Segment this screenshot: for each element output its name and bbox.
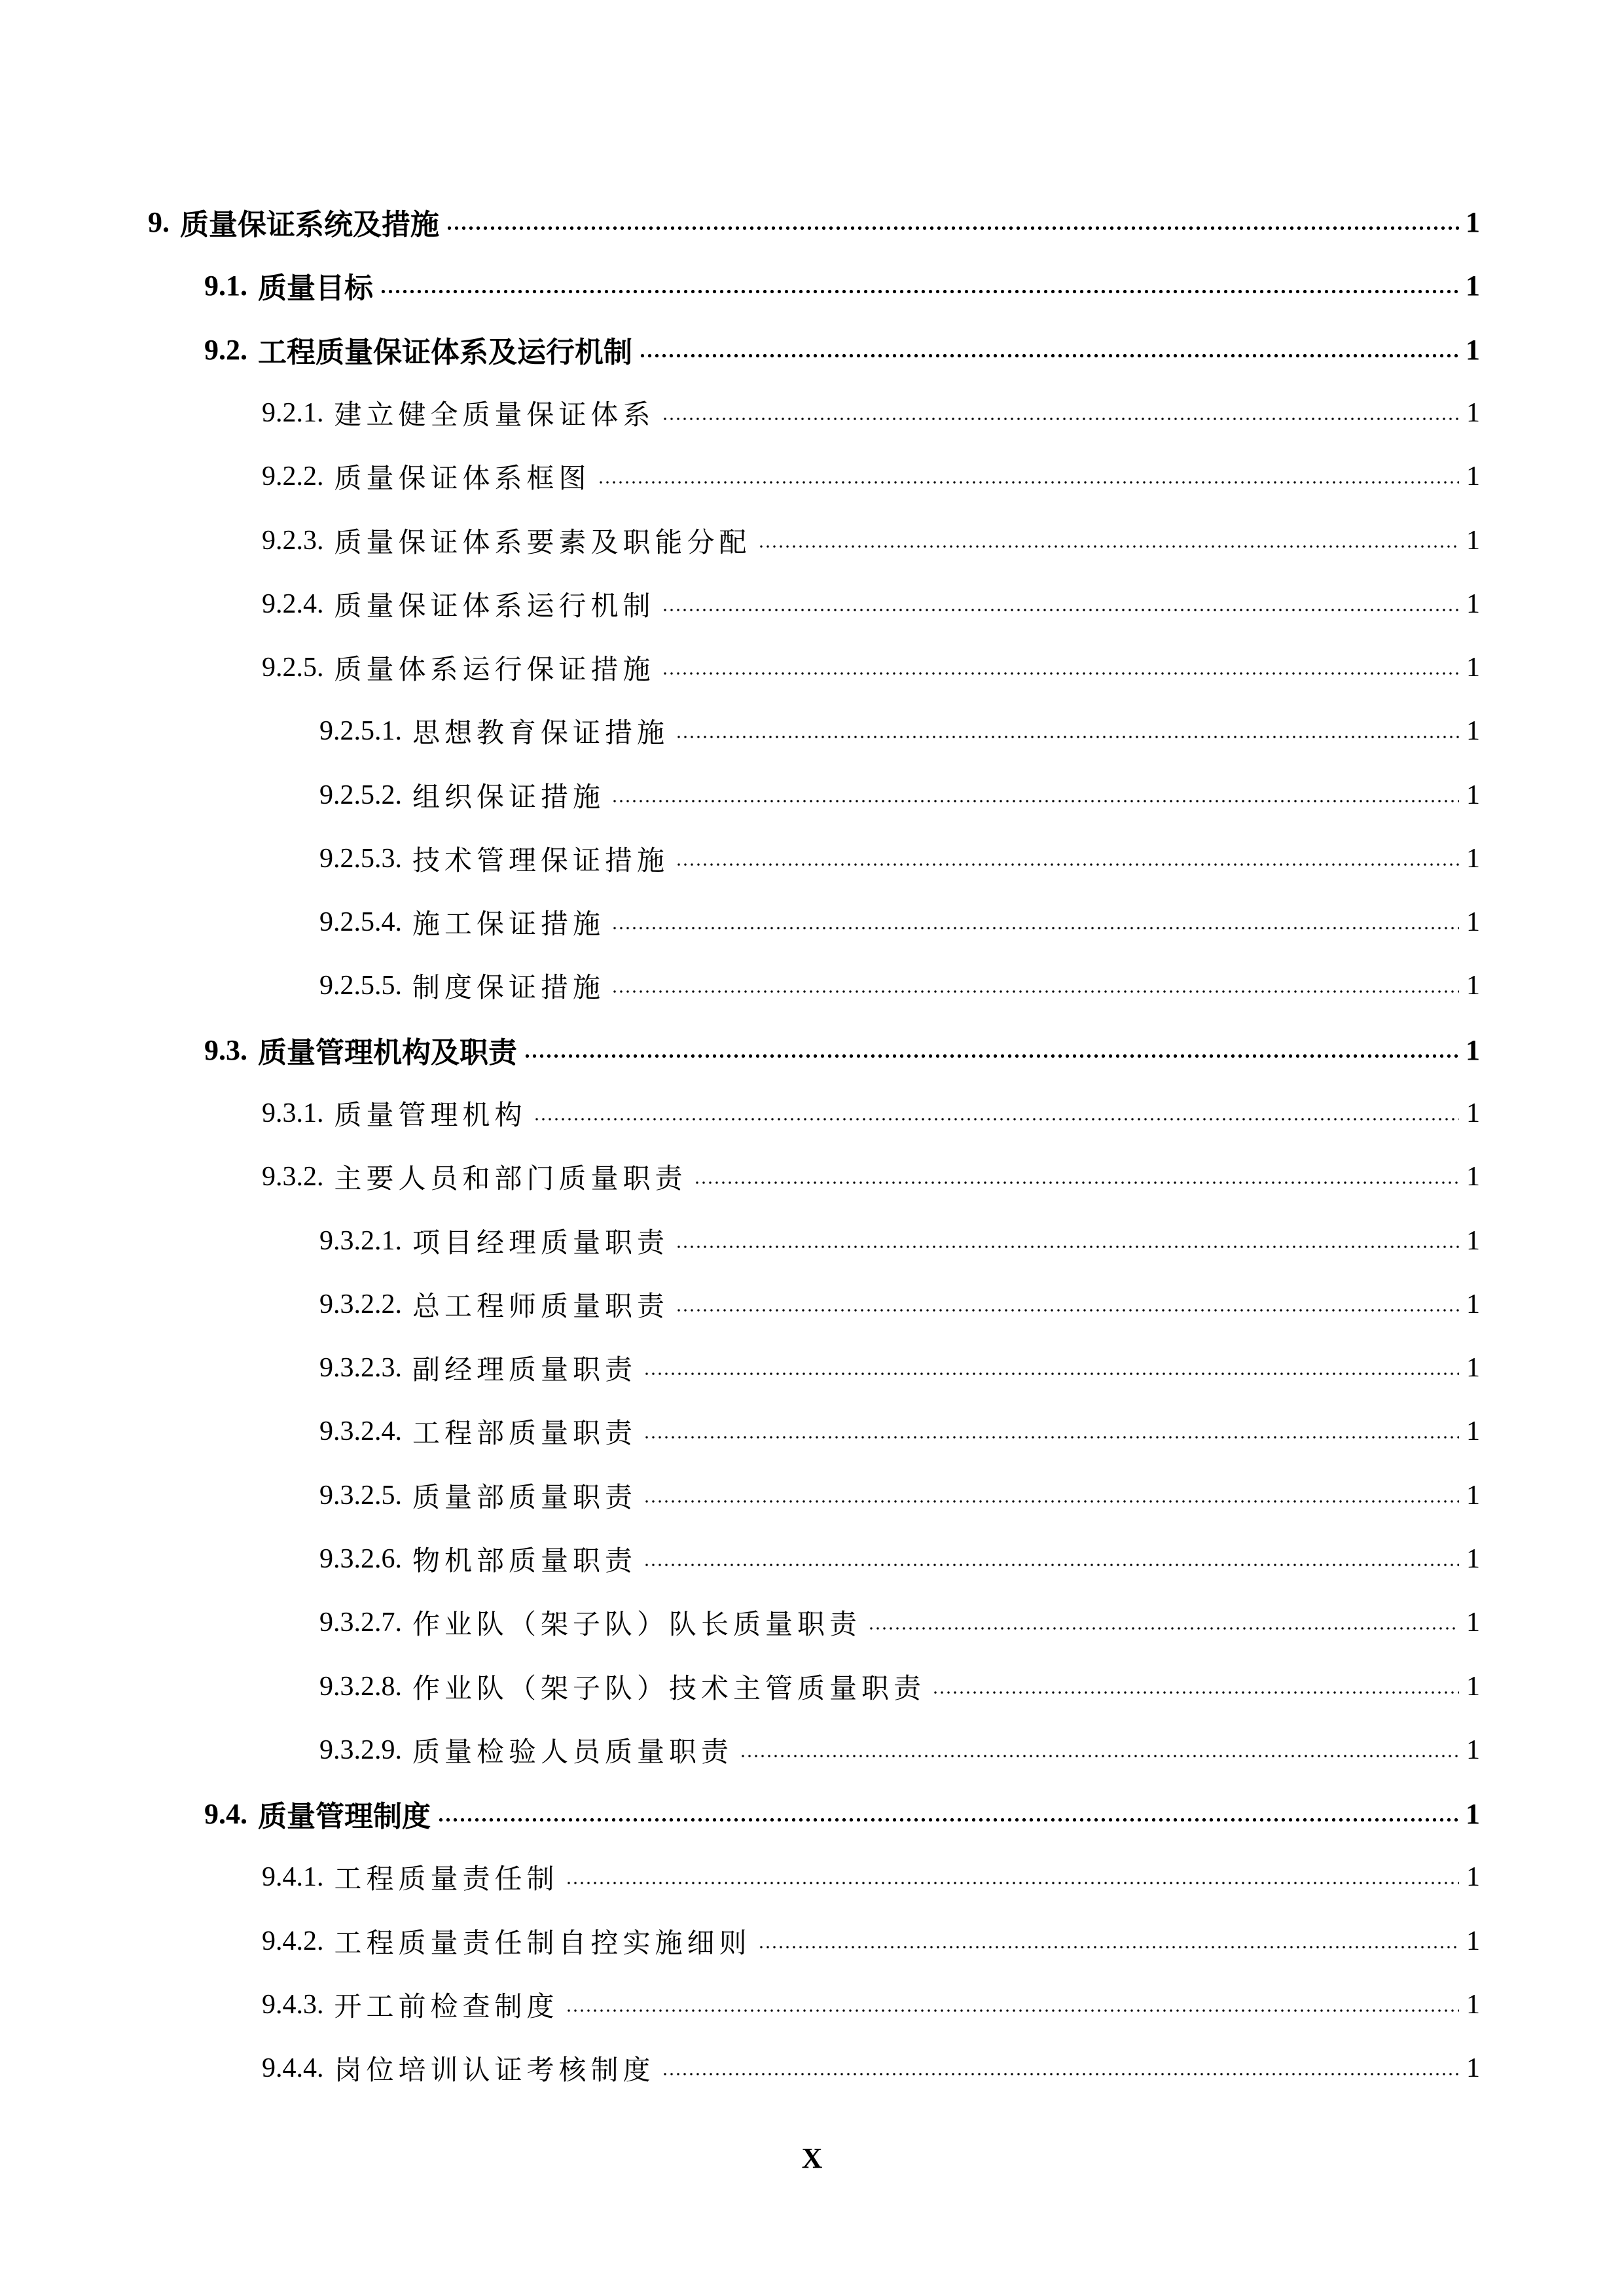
dot-leader bbox=[868, 1626, 1459, 1630]
toc-entry-title: 作业队（架子队）技术主管质量职责 bbox=[412, 1674, 926, 1704]
toc-entry-page: 1 bbox=[1466, 1098, 1480, 1128]
dot-leader bbox=[643, 1563, 1459, 1567]
toc-entry-title: 工程质量责任制自控实施细则 bbox=[334, 1929, 751, 1959]
toc-entry[interactable] bbox=[319, 1342, 1480, 1394]
toc-entry-number: 9.3.1. bbox=[262, 1098, 324, 1128]
toc-entry-number: 9.2.5.1. bbox=[319, 716, 402, 746]
toc-entry[interactable] bbox=[319, 1278, 1480, 1331]
toc-entry-number: 9.3.2.2. bbox=[319, 1289, 402, 1319]
toc-entry[interactable] bbox=[148, 196, 1480, 248]
toc-entry-number: 9.2.3. bbox=[262, 526, 324, 556]
toc-entry-page: 1 bbox=[1466, 1990, 1480, 2020]
page-number: X bbox=[801, 2142, 823, 2174]
toc-entry-title: 项目经理质量职责 bbox=[412, 1229, 670, 1259]
toc-entry-title: 工程质量责任制 bbox=[334, 1865, 559, 1895]
dot-leader bbox=[643, 1372, 1459, 1376]
dot-leader bbox=[611, 799, 1459, 803]
toc-entry[interactable] bbox=[319, 1533, 1480, 1585]
toc-entry-page: 1 bbox=[1466, 589, 1480, 619]
toc-entry[interactable] bbox=[319, 1215, 1480, 1267]
toc-entry-page: 1 bbox=[1466, 1289, 1480, 1319]
toc-entry[interactable] bbox=[262, 450, 1480, 503]
dot-leader bbox=[676, 735, 1459, 739]
toc-entry-title: 物机部质量职责 bbox=[412, 1547, 638, 1577]
dot-leader bbox=[643, 1435, 1459, 1439]
dot-leader bbox=[598, 480, 1459, 484]
toc-entry-number: 9.3.2.1. bbox=[319, 1226, 402, 1256]
toc-entry[interactable] bbox=[204, 259, 1480, 312]
toc-entry[interactable] bbox=[262, 514, 1480, 567]
toc-entry[interactable] bbox=[319, 833, 1480, 885]
dot-leader bbox=[740, 1754, 1459, 1758]
toc-entry-number: 9. bbox=[148, 206, 170, 238]
dot-leader bbox=[446, 226, 1459, 230]
toc-entry-number: 9.2.4. bbox=[262, 589, 324, 619]
dot-leader bbox=[639, 353, 1459, 358]
toc-entry-page: 1 bbox=[1466, 1480, 1480, 1511]
toc-entry-page: 1 bbox=[1466, 398, 1480, 428]
toc-entry-number: 9.3. bbox=[204, 1033, 247, 1066]
toc-entry[interactable] bbox=[319, 960, 1480, 1012]
toc-entry-title: 主要人员和部门质量职责 bbox=[334, 1164, 687, 1194]
toc-entry-page: 1 bbox=[1466, 2053, 1480, 2083]
toc-entry[interactable] bbox=[262, 1851, 1480, 1903]
toc-entry-title: 质量保证系统及措施 bbox=[180, 209, 439, 241]
toc-entry-title: 质量保证体系框图 bbox=[334, 464, 591, 494]
toc-entry-title: 质量保证体系运行机制 bbox=[334, 592, 655, 622]
toc-entry-number: 9.4.3. bbox=[262, 1990, 324, 2020]
toc-entry-title: 质量目标 bbox=[258, 272, 373, 304]
dot-leader bbox=[662, 2072, 1459, 2076]
toc-entry-title: 工程部质量职责 bbox=[412, 1419, 638, 1449]
toc-entry-title: 思想教育保证措施 bbox=[412, 719, 670, 749]
toc-entry-number: 9.3.2. bbox=[262, 1162, 324, 1192]
dot-leader bbox=[758, 1945, 1459, 1949]
toc-entry-title: 质量部质量职责 bbox=[412, 1483, 638, 1513]
toc-entry[interactable] bbox=[204, 323, 1480, 376]
toc-entry-number: 9.2.5.3. bbox=[319, 844, 402, 874]
toc-entry-page: 1 bbox=[1466, 1162, 1480, 1192]
toc-entry-number: 9.2.5.2. bbox=[319, 780, 402, 810]
toc-entry-page: 1 bbox=[1466, 526, 1480, 556]
toc-entry-title: 质量管理制度 bbox=[258, 1801, 431, 1833]
toc-entry-number: 9.2.2. bbox=[262, 461, 324, 492]
toc-entry-title: 总工程师质量职责 bbox=[412, 1292, 670, 1322]
toc-entry[interactable] bbox=[204, 1787, 1480, 1840]
dot-leader bbox=[611, 990, 1459, 994]
toc-entry-number: 9.3.2.3. bbox=[319, 1353, 402, 1383]
toc-entry-page: 1 bbox=[1466, 206, 1480, 238]
toc-entry[interactable] bbox=[262, 1087, 1480, 1139]
toc-entry-title: 质量管理机构及职责 bbox=[258, 1037, 517, 1069]
toc-entry-page: 1 bbox=[1466, 333, 1480, 366]
dot-leader bbox=[662, 417, 1459, 421]
dot-leader bbox=[694, 1181, 1459, 1185]
toc-entry-title: 岗位培训认证考核制度 bbox=[334, 2056, 655, 2086]
toc-entry-title: 质量检验人员质量职责 bbox=[412, 1738, 734, 1768]
toc-entry-title: 副经理质量职责 bbox=[412, 1355, 638, 1386]
toc-entry-number: 9.2.5.4. bbox=[319, 907, 402, 937]
toc-entry-number: 9.4.1. bbox=[262, 1862, 324, 1892]
toc-entry-title: 工程质量保证体系及运行机制 bbox=[258, 336, 632, 368]
toc-entry[interactable] bbox=[262, 387, 1480, 439]
toc-entry[interactable] bbox=[204, 1024, 1480, 1076]
toc-entry[interactable] bbox=[262, 641, 1480, 694]
toc-entry-page: 1 bbox=[1466, 1797, 1480, 1830]
dot-leader bbox=[662, 672, 1459, 675]
toc-entry[interactable] bbox=[319, 705, 1480, 757]
dot-leader bbox=[566, 1881, 1459, 1885]
toc-entry-number: 9.4.4. bbox=[262, 2053, 324, 2083]
dot-leader bbox=[566, 2009, 1459, 2013]
toc-entry-page: 1 bbox=[1466, 1544, 1480, 1574]
toc-entry-number: 9.2.5.5. bbox=[319, 971, 402, 1001]
toc-entry-page: 1 bbox=[1466, 1033, 1480, 1066]
toc-entry[interactable] bbox=[319, 769, 1480, 821]
toc-entry[interactable] bbox=[262, 1915, 1480, 1967]
toc-entry-title: 质量管理机构 bbox=[334, 1101, 527, 1131]
toc-entry[interactable] bbox=[262, 1979, 1480, 2031]
dot-leader bbox=[643, 1499, 1459, 1503]
dot-leader bbox=[380, 289, 1459, 294]
toc-entry-page: 1 bbox=[1466, 1607, 1480, 1638]
dot-leader bbox=[758, 545, 1459, 548]
toc-entry-title: 建立健全质量保证体系 bbox=[334, 401, 655, 431]
toc-entry[interactable] bbox=[319, 1724, 1480, 1776]
dot-leader bbox=[533, 1117, 1459, 1121]
toc-entry-title: 质量体系运行保证措施 bbox=[334, 655, 655, 685]
toc-entry-number: 9.1. bbox=[204, 269, 247, 302]
toc-entry-number: 9.3.2.8. bbox=[319, 1672, 402, 1702]
toc-entry[interactable] bbox=[319, 1660, 1480, 1713]
toc-entry-page: 1 bbox=[1466, 269, 1480, 302]
toc-entry[interactable] bbox=[262, 2042, 1480, 2094]
toc-entry-title: 作业队（架子队）队长质量职责 bbox=[412, 1610, 862, 1640]
toc-entry-number: 9.3.2.6. bbox=[319, 1544, 402, 1574]
toc-entry-title: 质量保证体系要素及职能分配 bbox=[334, 528, 751, 558]
toc-entry-title: 制度保证措施 bbox=[412, 973, 605, 1003]
dot-leader bbox=[676, 1308, 1459, 1312]
dot-leader bbox=[611, 926, 1459, 930]
toc-entry[interactable] bbox=[319, 1596, 1480, 1649]
toc-entry-number: 9.2. bbox=[204, 333, 247, 366]
toc-entry-number: 9.4. bbox=[204, 1797, 247, 1830]
toc-entry-number: 9.2.5. bbox=[262, 653, 324, 683]
toc-entry-page: 1 bbox=[1466, 1862, 1480, 1892]
toc-entry-page: 1 bbox=[1466, 461, 1480, 492]
toc-entry-page: 1 bbox=[1466, 1226, 1480, 1256]
toc-entry-page: 1 bbox=[1466, 716, 1480, 746]
toc-entry-page: 1 bbox=[1466, 907, 1480, 937]
toc-entry-page: 1 bbox=[1466, 1416, 1480, 1446]
toc-entry-page: 1 bbox=[1466, 653, 1480, 683]
toc-entry-title: 开工前检查制度 bbox=[334, 1992, 559, 2022]
toc-entry-page: 1 bbox=[1466, 1735, 1480, 1765]
toc-entry-number: 9.3.2.9. bbox=[319, 1735, 402, 1765]
toc-entry-title: 施工保证措施 bbox=[412, 910, 605, 940]
dot-leader bbox=[662, 608, 1459, 612]
toc-entry[interactable] bbox=[262, 578, 1480, 630]
dot-leader bbox=[437, 1818, 1459, 1822]
toc-entry-page: 1 bbox=[1466, 971, 1480, 1001]
toc-entry[interactable] bbox=[319, 1405, 1480, 1458]
dot-leader bbox=[524, 1054, 1459, 1058]
toc-entry-title: 组织保证措施 bbox=[412, 783, 605, 813]
toc-entry-page: 1 bbox=[1466, 1926, 1480, 1956]
toc-entry-number: 9.2.1. bbox=[262, 398, 324, 428]
toc-entry-page: 1 bbox=[1466, 1672, 1480, 1702]
toc-entry[interactable] bbox=[319, 896, 1480, 948]
dot-leader bbox=[676, 1245, 1459, 1249]
dot-leader bbox=[932, 1691, 1459, 1695]
toc-entry-number: 9.4.2. bbox=[262, 1926, 324, 1956]
dot-leader bbox=[676, 863, 1459, 867]
toc-entry[interactable] bbox=[319, 1469, 1480, 1522]
toc-entry-page: 1 bbox=[1466, 1353, 1480, 1383]
toc-entry-number: 9.3.2.4. bbox=[319, 1416, 402, 1446]
toc-entry-number: 9.3.2.5. bbox=[319, 1480, 402, 1511]
toc-entry-page: 1 bbox=[1466, 780, 1480, 810]
toc-entry-title: 技术管理保证措施 bbox=[412, 846, 670, 876]
toc-entry-page: 1 bbox=[1466, 844, 1480, 874]
toc-entry-number: 9.3.2.7. bbox=[319, 1607, 402, 1638]
toc-entry[interactable] bbox=[262, 1151, 1480, 1203]
